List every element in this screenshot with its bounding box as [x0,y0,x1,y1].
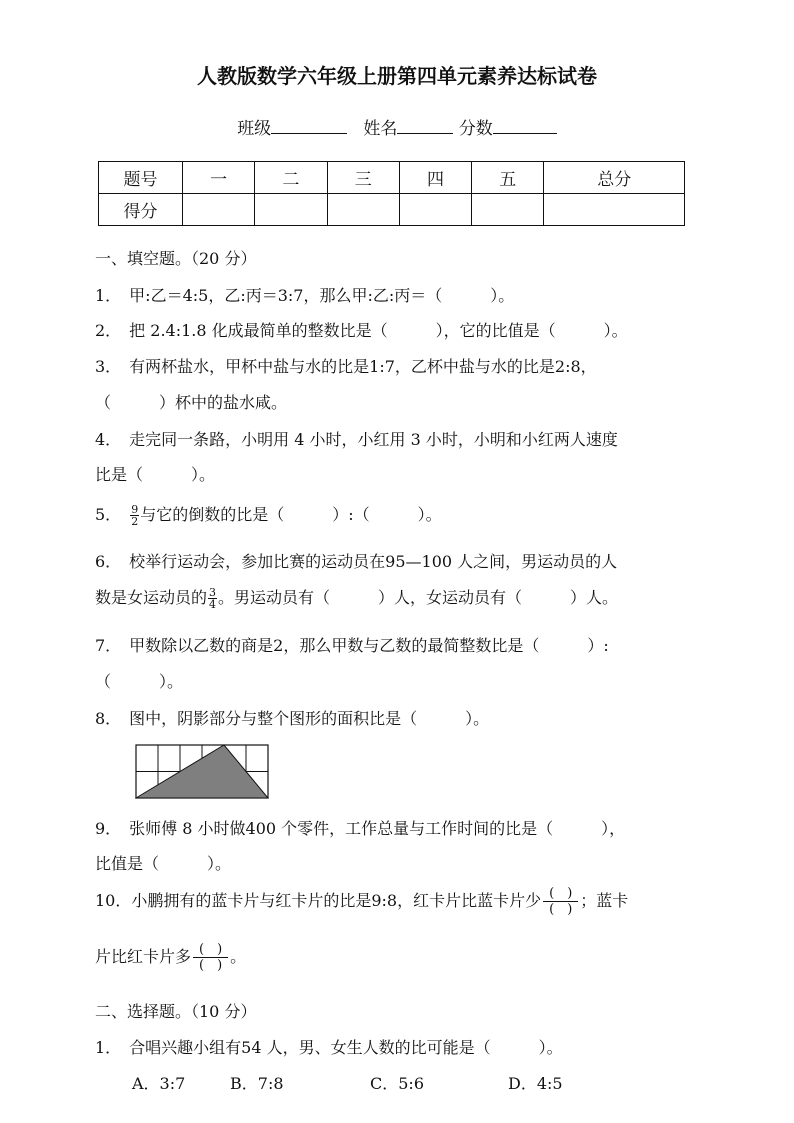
fraction-denominator: 2 [131,515,139,528]
student-info [0,114,794,139]
class-blank[interactable] [271,117,347,134]
score-table-header-cell: 二 [255,162,327,194]
score-table-header-cell: 一 [183,162,255,194]
choice-d[interactable]: D．4:5 [508,1074,563,1093]
choice-a[interactable]: A．3:7 [132,1074,186,1093]
fraction-numerator: 3 [209,586,217,599]
q6-text-pre: 数是女运动员的 [95,588,208,607]
score-table-header-row [99,162,685,194]
grid-triangle-diagram [135,744,271,800]
q5-text: 与它的倒数的比是（ ）:（ ）。 [140,505,442,524]
score-table-header-cell: 总分 [544,162,685,194]
question-1-6: 6． 校举行运动会，参加比赛的运动员在95—100 人之间，男运动员的人 [95,552,618,571]
choice-c[interactable]: C．5:6 [370,1074,424,1093]
question-1-4: 4． 走完同一条路，小明用 4 小时，小红用 3 小时，小明和小红两人速度 [95,430,618,449]
question-1-7: 7． 甲数除以乙数的商是2，那么甲数与乙数的最简整数比是（ ）: [95,636,609,655]
q10b-text-post: 。 [230,947,247,966]
question-1-5 [95,502,442,527]
score-cell[interactable] [399,194,471,226]
fraction-numerator: 9 [131,503,139,516]
page-title: 人教版数学六年级上册第四单元素养达标试卷 [197,64,597,88]
section2-heading: 二、选择题。（10 分） [95,1002,257,1021]
score-table [98,161,685,226]
score-cell[interactable] [327,194,399,226]
blank-denominator: ( ) [199,958,223,973]
score-cell[interactable] [472,194,544,226]
score-table-header-cell: 四 [399,162,471,194]
question-1-10 [95,886,628,917]
score-blank[interactable] [493,117,557,134]
question-1-9: 9． 张师傅 8 小时做400 个零件，工作总量与工作时间的比是（ ）， [95,819,626,838]
section1-heading: 一、填空题。（20 分） [95,249,257,268]
q5-number: 5． [95,505,114,524]
question-1-1: 1． 甲:乙＝4:5，乙:丙＝3:7，那么甲:乙:丙＝（ ）。 [95,286,515,305]
blank-numerator: ( ) [543,886,578,902]
score-cell[interactable] [183,194,255,226]
question-1-7-cont: （ ）。 [95,672,184,691]
q10-text-post: ；蓝卡 [580,891,629,910]
question-1-8: 8． 图中，阴影部分与整个图形的面积比是（ ）。 [95,709,490,728]
question-1-2: 2． 把 2.4:1.8 化成最简单的整数比是（ ），它的比值是（ ）。 [95,321,628,340]
blank-denominator: ( ) [549,902,573,917]
score-label: 分数 [458,119,493,139]
question-1-10-cont [95,942,246,973]
name-label: 姓名 [363,119,398,139]
question-1-9-cont: 比值是（ ）。 [95,854,232,873]
q6-text-post: 。男运动员有（ ）人，女运动员有（ ）人。 [218,588,619,607]
shaded-grid-figure [135,744,271,804]
fraction-3-4 [208,587,217,610]
score-cell[interactable] [544,194,685,226]
class-label: 班级 [237,119,272,139]
blank-fraction[interactable] [193,942,228,973]
score-table-header-cell: 五 [472,162,544,194]
q10-text-pre: 10．小鹏拥有的蓝卡片与红卡片的比是9:8，红卡片比蓝卡片少 [95,891,542,910]
score-cell[interactable] [255,194,327,226]
question-2-1: 1． 合唱兴趣小组有54 人，男、女生人数的比可能是（ ）。 [95,1038,563,1057]
choice-b[interactable]: B．7:8 [230,1074,284,1093]
score-table-score-row [99,194,685,226]
name-blank[interactable] [397,117,453,134]
score-table-header-cell: 三 [327,162,399,194]
blank-fraction[interactable] [543,886,578,917]
score-table-header-cell: 题号 [99,162,183,194]
question-1-3: 3． 有两杯盐水，甲杯中盐与水的比是1:7，乙杯中盐与水的比是2:8， [95,357,597,376]
fraction-9-2 [130,504,139,527]
question-1-4-cont: 比是（ ）。 [95,465,216,484]
score-row-label: 得分 [99,194,183,226]
question-1-3-cont: （ ）杯中的盐水咸。 [95,393,288,412]
q10b-text-pre: 片比红卡片多 [95,947,192,966]
fraction-denominator: 4 [209,598,217,611]
question-1-6-cont [95,585,618,610]
blank-numerator: ( ) [193,942,228,958]
